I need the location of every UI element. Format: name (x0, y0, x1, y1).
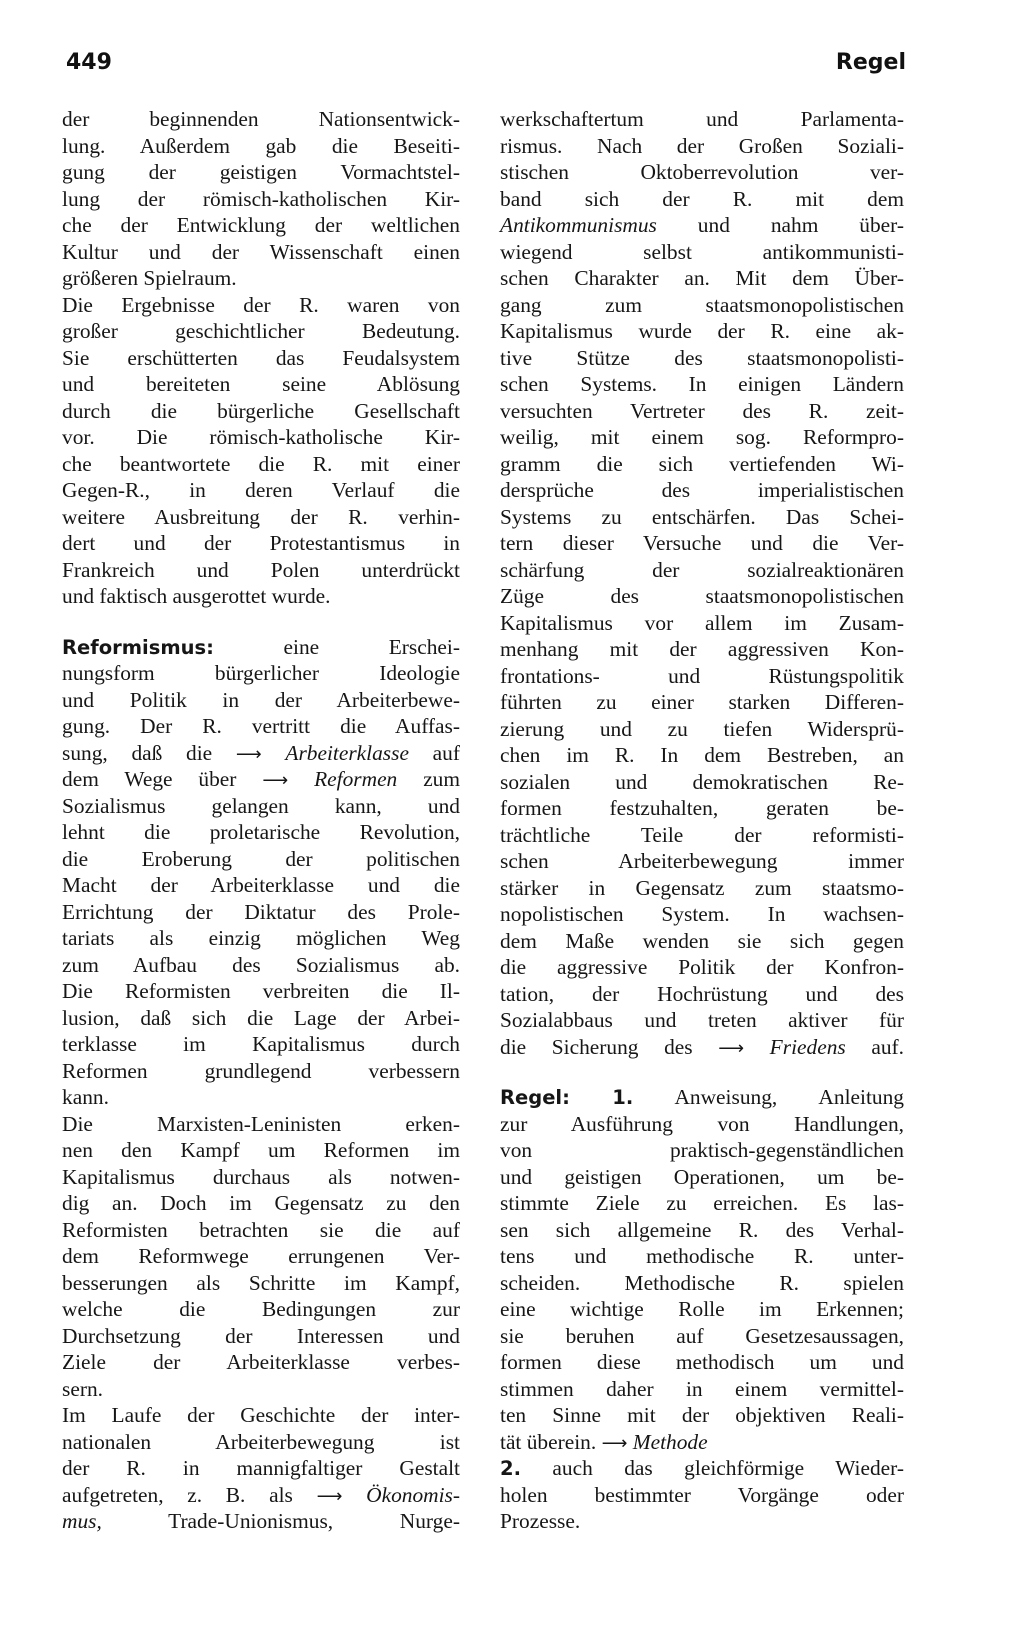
text-line: dem Wege über ⟶ Reformen zum (62, 767, 461, 791)
text-line: schen Charakter an. Mit dem Über- (500, 266, 904, 290)
text-line: und Politik in der Arbeiterbewe- (62, 687, 460, 712)
text-line: gung. Der R. vertritt die Auffas- (62, 714, 460, 738)
text-line: tive Stütze des staatsmonopolisti- (500, 345, 904, 370)
cross-reference-arrow: ⟶ (316, 1485, 343, 1507)
text-line: che beantwortete die R. mit einer (62, 451, 460, 476)
text-line: 2. auch das gleichförmige Wieder- (500, 1456, 904, 1480)
text-line: Die Reformisten verbreiten die Il- (62, 979, 460, 1003)
text-line: gang zum staatsmonopolistischen (500, 292, 904, 317)
text-line: trächtliche Teile der reformisti- (500, 822, 904, 847)
regel-body (500, 1111, 904, 1429)
text-line: dem Reformwege errungenen Ver- (62, 1244, 460, 1268)
text-line: Kultur und der Wissenschaft einen (62, 239, 460, 264)
text-line: lung. Außerdem gab die Beseiti- (62, 133, 460, 158)
cross-reference-oekonomismus[interactable]: Ökonomis- (366, 1482, 460, 1507)
text-line: holen bestimmter Vorgänge oder (500, 1482, 904, 1507)
text-line: tern dieser Versuche und die Ver- (500, 531, 904, 555)
page-number: 449 (66, 50, 112, 75)
text-line: die Eroberung der politischen (62, 846, 460, 871)
text-line: Antikommunismus und nahm über- (500, 213, 904, 237)
text-line: und bereiteten seine Ablösung (62, 372, 460, 396)
text-line: Reformen grundlegend verbessern (62, 1058, 460, 1083)
text-line: gramm die sich vertiefenden Wi- (500, 451, 904, 476)
text-line: durch die bürgerliche Gesellschaft (62, 398, 460, 423)
cross-reference-reformen[interactable]: Reformen (314, 767, 398, 791)
text-line: lehnt die proletarische Revolution, (62, 820, 460, 844)
entry-regel (500, 1084, 904, 1535)
running-head-keyword: Regel (835, 50, 906, 75)
text-line: Kapitalismus wurde der R. eine ak- (500, 319, 904, 343)
lemma-regel: Regel: (500, 1086, 570, 1109)
text-line: sung, daß die ⟶ Arbeiterklasse auf (62, 740, 460, 765)
cross-reference-methode[interactable]: Methode (632, 1429, 708, 1454)
text-line: aufgetreten, z. B. als ⟶ Ökonomis- (62, 1482, 460, 1507)
text-line: chen im R. In dem Bestreben, an (500, 743, 904, 767)
text-line: dersprüche des imperialistischen (500, 478, 904, 502)
text-line: großer geschichtlicher Bedeutung. (62, 319, 460, 343)
text-line: führten zu einer starken Differen- (500, 690, 904, 714)
reformismus-continuation-2 (500, 239, 904, 1034)
text-line: welche die Bedingungen zur (62, 1297, 460, 1321)
text-line: vor. Die römisch-katholische Kir- (62, 425, 460, 449)
cross-reference-antikommunismus[interactable]: Antikommunismus (500, 213, 657, 237)
cross-reference-oekonomismus-cont[interactable]: mus, (62, 1509, 102, 1533)
text-line: sern. (62, 1376, 103, 1401)
reformismus-continuation-1 (500, 106, 904, 212)
text-line: tation, der Hochrüstung und des (500, 981, 904, 1006)
text-line: che der Entwicklung der weltlichen (62, 213, 460, 237)
reformation-entry-continuation (62, 106, 460, 610)
text-line: terklasse im Kapitalismus durch (62, 1032, 460, 1056)
cross-reference-arrow: ⟶ (262, 770, 289, 791)
text-line: zierung und zu tiefen Widersprü- (500, 716, 904, 741)
text-line: mus, Trade-Unionismus, Nurge- (62, 1509, 460, 1533)
text-line: schen Systems. In einigen Ländern (500, 372, 904, 396)
text-line: nationalen Arbeiterbewegung ist (62, 1429, 460, 1454)
text-line: lusion, daß sich die Lage der Arbei- (62, 1005, 460, 1030)
text-line: ten Sinne mit der objektiven Reali- (500, 1403, 904, 1427)
text-line: Macht der Arbeiterklasse und die (62, 873, 460, 897)
cross-reference-arrow: ⟶ (235, 743, 262, 765)
text-line: tät überein. ⟶ Methode (500, 1429, 708, 1454)
cross-reference-arrow: ⟶ (601, 1432, 628, 1454)
text-line: Gegen-R., in deren Verlauf die (62, 478, 460, 502)
text-line: größeren Spielraum. (62, 266, 237, 290)
text-line: die aggressive Politik der Konfron- (500, 955, 904, 979)
text-line: Kapitalismus durchaus als notwen- (62, 1164, 460, 1189)
text-line: dert und der Protestantismus in (62, 531, 460, 555)
text-line: die Sicherung des ⟶ Friedens auf. (500, 1034, 905, 1059)
text-line: formen festzuhalten, geraten be- (500, 796, 904, 820)
text-line: Züge des staatsmonopolistischen (500, 584, 904, 608)
text-line: zur Ausführung von Handlungen, (500, 1111, 904, 1136)
sense-number: 2. (500, 1457, 521, 1480)
text-line: schärfung der sozialreaktionären (500, 557, 904, 582)
text-line: eine wichtige Rolle im Erkennen; (500, 1297, 904, 1321)
text-line: Sie erschütterten das Feudalsystem (62, 345, 460, 370)
text-line: frontations- und Rüstungspolitik (500, 663, 904, 688)
text-line: Sozialismus gelangen kann, und (62, 793, 460, 818)
text-line: Errichtung der Diktatur des Prole- (62, 899, 460, 924)
text-line: Die Marxisten-Leninisten erken- (62, 1111, 460, 1136)
text-line: und geistigen Operationen, um be- (500, 1164, 904, 1189)
text-line: scheiden. Methodische R. spielen (500, 1270, 904, 1295)
right-column (500, 106, 904, 1535)
text-line: nopolistischen System. In wachsen- (500, 902, 904, 926)
cross-reference-arrow: ⟶ (718, 1037, 745, 1059)
text-line: sozialen und demokratischen Re- (500, 769, 904, 794)
text-line: Ziele der Arbeiterklasse verbes- (62, 1350, 460, 1374)
text-line: werkschaftertum und Parlamenta- (500, 107, 904, 131)
text-line: stärker in Gegensatz zum staatsmo- (500, 875, 904, 900)
text-line: Frankreich und Polen unterdrückt (62, 557, 460, 582)
text-line: der beginnenden Nationsentwick- (62, 107, 460, 131)
text-line: rismus. Nach der Großen Soziali- (500, 133, 904, 158)
text-line: nungsform bürgerlicher Ideologie (62, 661, 460, 685)
text-line: kann. (62, 1085, 109, 1109)
text-line: dig an. Doch im Gegensatz zu den (62, 1191, 460, 1215)
text-line: und faktisch ausgerottet wurde. (62, 584, 331, 608)
text-line: Reformisten betrachten sie die auf (62, 1217, 460, 1242)
sense-number: 1. (612, 1086, 634, 1109)
text-line: tariats als einzig möglichen Weg (62, 926, 460, 950)
text-line: von praktisch-gegenständlichen (500, 1138, 904, 1162)
text-line: band sich der R. mit dem (500, 186, 904, 211)
text-line: Reformismus: eine Erschei- (62, 634, 460, 659)
text-line: Die Ergebnisse der R. waren von (62, 292, 460, 317)
text-line: nen den Kampf um Reformen im (62, 1138, 460, 1162)
cross-reference-friedens[interactable]: Friedens (769, 1034, 846, 1059)
text-line: tens und methodische R. unter- (500, 1244, 904, 1268)
text-line: Durchsetzung der Interessen und (62, 1323, 460, 1348)
text-line: sen sich allgemeine R. des Verhal- (500, 1217, 904, 1242)
text-line: Regel: 1. Anweisung, Anleitung (500, 1085, 904, 1109)
lemma-reformismus: Reformismus: (62, 635, 214, 659)
text-line: sie beruhen auf Gesetzesaussagen, (500, 1323, 904, 1348)
text-line: Sozialabbaus und treten aktiver für (500, 1008, 904, 1032)
text-line: Prozesse. (500, 1509, 581, 1533)
text-line: Im Laufe der Geschichte der inter- (62, 1403, 460, 1427)
left-column (62, 106, 460, 1535)
text-line: der R. in mannigfaltiger Gestalt (62, 1456, 460, 1480)
text-line: stischen Oktoberrevolution ver- (500, 160, 904, 184)
reformismus-body (62, 793, 460, 1482)
text-line: stimmen daher in einem vermittel- (500, 1376, 904, 1401)
cross-reference-arbeiterklasse[interactable]: Arbeiterklasse (285, 740, 409, 765)
text-line: lung der römisch-katholischen Kir- (62, 186, 460, 211)
text-line: weitere Ausbreitung der R. verhin- (62, 504, 460, 529)
text-line: stimmte Ziele zu erreichen. Es las- (500, 1191, 904, 1215)
text-line: dem Maße wenden sie sich gegen (500, 928, 904, 953)
text-line: formen diese methodisch um und (500, 1350, 904, 1374)
text-line: besserungen als Schritte im Kampf, (62, 1270, 460, 1295)
text-line: schen Arbeiterbewegung immer (500, 849, 904, 873)
text-line: versuchten Vertreter des R. zeit- (500, 398, 904, 423)
text-line: zum Aufbau des Sozialismus ab. (62, 952, 460, 977)
text-line: Systems zu entschärfen. Das Schei- (500, 504, 904, 529)
text-line: menhang mit der aggressiven Kon- (500, 637, 904, 661)
text-line: Kapitalismus vor allem im Zusam- (500, 610, 904, 635)
text-line: wiegend selbst antikommunisti- (500, 239, 904, 264)
text-line: weilig, mit einem sog. Reformpro- (500, 425, 904, 449)
entry-reformismus (62, 634, 460, 1535)
text-line: gung der geistigen Vormachtstel- (62, 160, 460, 184)
